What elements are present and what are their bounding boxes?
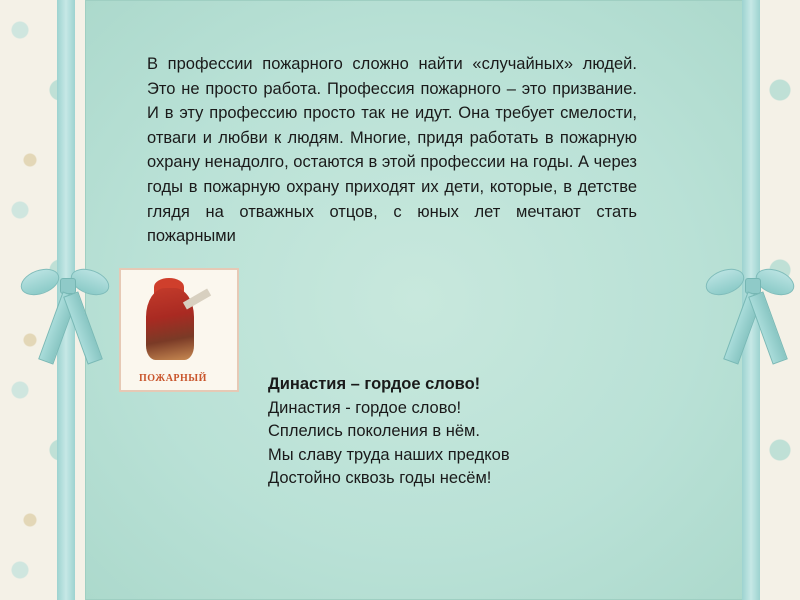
hose-icon xyxy=(183,289,211,310)
firefighter-picture xyxy=(119,268,239,392)
poem-line: Достойно сквозь годы несём! xyxy=(268,469,492,487)
poem-line: Сплелись поколения в нём. xyxy=(268,422,480,440)
poem-line: Династия - гордое слово! xyxy=(268,398,462,417)
poem-title: Династия – гордое слово! xyxy=(268,375,481,393)
poem xyxy=(268,373,588,491)
main-paragraph: В профессии пожарного сложно найти «случайных» людей. Это не просто работа. Профессия пожарного – это призвание. И в эту профессию просто так не идут. Она требует смелости, отваги и любви к людям. Многие, придя работать в пожарную охрану ненадолго, остаются в этой профессии на годы. А через годы в пожарную охрану приходят их дети, которые, в детстве глядя на отважных отцов, с юных лет мечтают стать пожарными xyxy=(147,55,637,246)
poem-line: Мы славу труда наших предков xyxy=(268,445,510,464)
picture-caption: ПОЖАРНЫЙ xyxy=(139,373,207,384)
